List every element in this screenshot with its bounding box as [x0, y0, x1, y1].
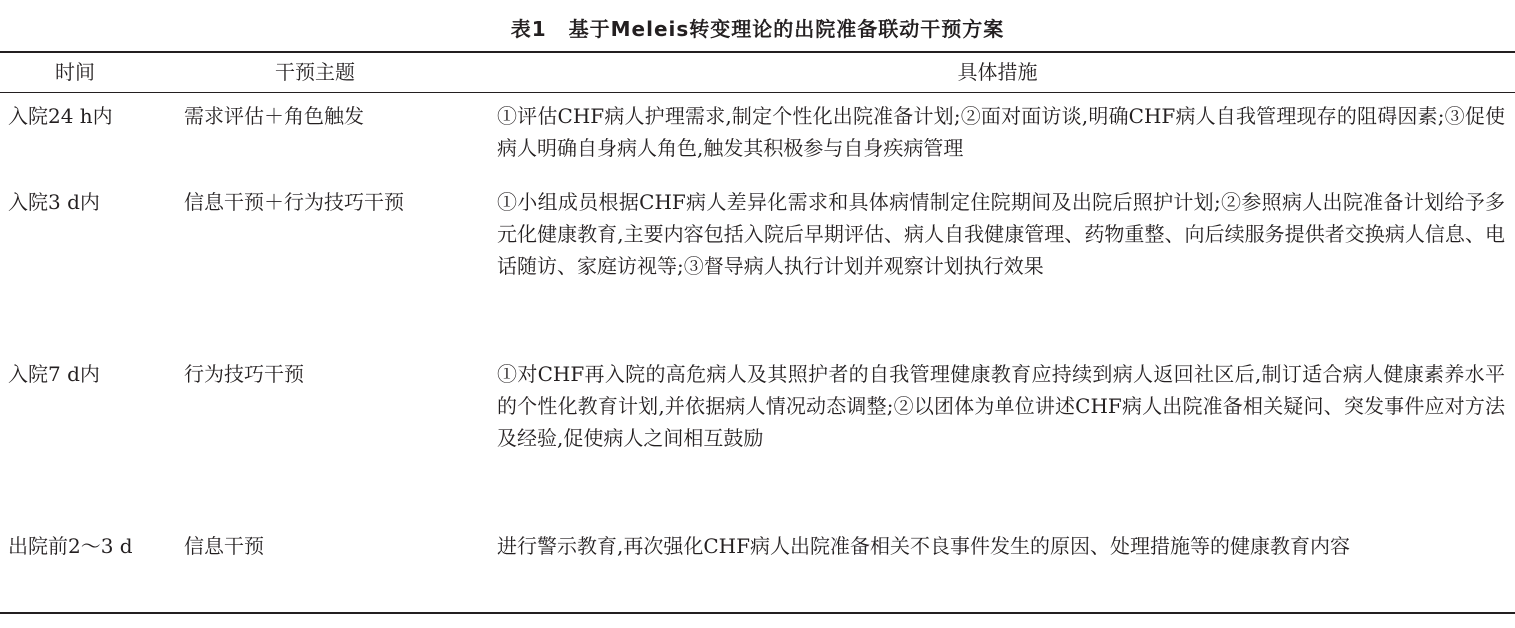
table-number: 表1: [510, 17, 547, 41]
row-2-theme: 信息干预＋行为技巧干预: [184, 190, 404, 214]
row-1-measures: ①评估CHF病人护理需求,制定个性化出院准备计划;②面对面访谈,明确CHF病人自我管理现存的阻碍因素;③促使病人明确自身病人角色,触发其积极参与自身疾病管理: [497, 104, 1505, 160]
header-time: 时间: [55, 60, 95, 84]
header-theme: 干预主题: [275, 60, 355, 84]
row-3-theme: 行为技巧干预: [184, 362, 304, 386]
row-3-time: 入院7 d内: [8, 362, 100, 386]
row-1-theme: 需求评估＋角色触发: [184, 104, 364, 128]
row-4-theme: 信息干预: [184, 534, 264, 558]
row-3-measures: ①对CHF再入院的高危病人及其照护者的自我管理健康教育应持续到病人返回社区后,制订适合病人健康素养水平的个性化教育计划,并依据病人情况动态调整;②以团体为单位讲述CHF病人出院准备相关疑问、突发事件应对方法及经验,促使病人之间相互鼓励: [497, 362, 1505, 450]
row-4-measures: 进行警示教育,再次强化CHF病人出院准备相关不良事件发生的原因、处理措施等的健康教育内容: [497, 534, 1350, 558]
table-title: 基于Meleis转变理论的出院准备联动干预方案: [568, 17, 1005, 41]
row-1-time: 入院24 h内: [8, 104, 113, 128]
bottom-rule: [0, 612, 1515, 614]
row-4-time: 出院前2～3 d: [8, 534, 133, 558]
table-caption: [0, 16, 1515, 42]
header-rule: [0, 92, 1515, 93]
row-2-time: 入院3 d内: [8, 190, 100, 214]
row-2-measures: ①小组成员根据CHF病人差异化需求和具体病情制定住院期间及出院后照护计划;②参照病人出院准备计划给予多元化健康教育,主要内容包括入院后早期评估、病人自我健康管理、药物重整、向后续服务提供者交换病人信息、电话随访、家庭访视等;③督导病人执行计划并观察计划执行效果: [497, 190, 1505, 278]
header-measures: 具体措施: [957, 60, 1038, 84]
